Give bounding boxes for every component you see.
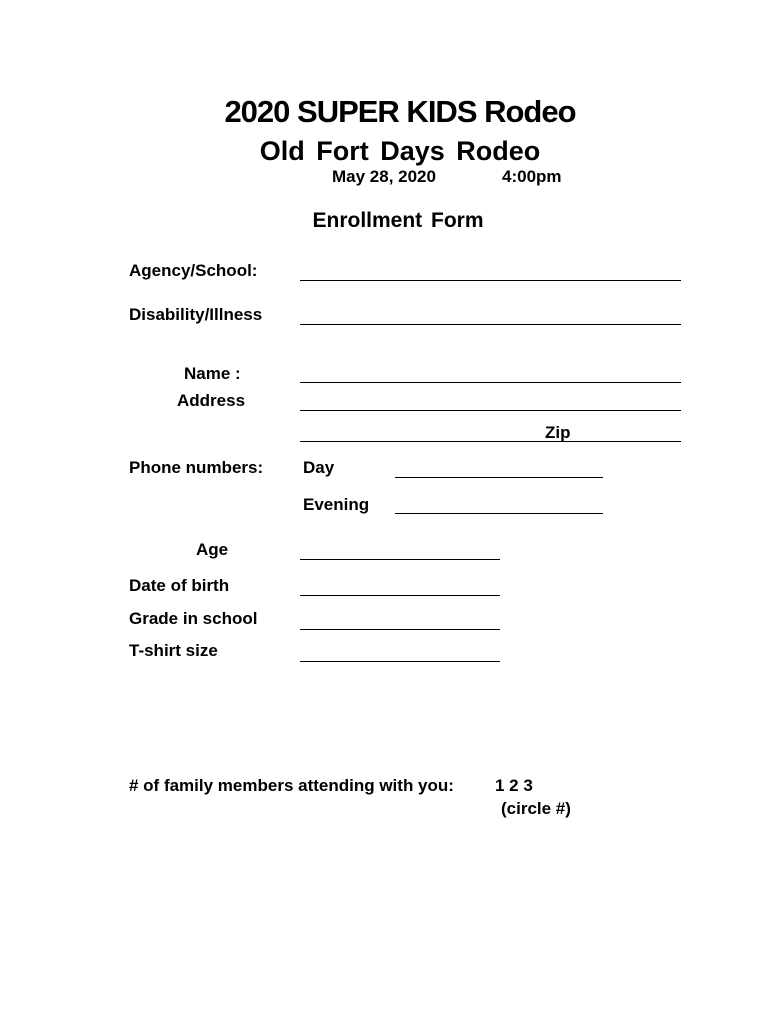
circle-note: (circle #) <box>501 799 571 818</box>
age-label: Age <box>196 540 229 559</box>
dob-label: Date of birth <box>129 576 230 595</box>
grade-label: Grade in school <box>129 609 258 628</box>
grade-line[interactable] <box>300 629 500 630</box>
dob-line[interactable] <box>300 595 500 596</box>
day-phone-line[interactable] <box>395 477 603 478</box>
evening-phone-line[interactable] <box>395 513 603 514</box>
name-line[interactable] <box>300 382 681 383</box>
event-time: 4:00pm <box>502 167 562 186</box>
address-line-1[interactable] <box>300 410 681 411</box>
event-name: Old Fort Days Rodeo <box>259 136 541 166</box>
family-members-question: # of family members attending with you: <box>129 776 454 795</box>
tshirt-line[interactable] <box>300 661 500 662</box>
phone-numbers-label: Phone numbers: <box>129 458 264 477</box>
name-label: Name : <box>184 364 241 383</box>
tshirt-label: T-shirt size <box>129 641 218 660</box>
family-members-options[interactable]: 1 2 3 <box>495 776 533 795</box>
address-label: Address <box>177 391 246 410</box>
agency-school-line[interactable] <box>300 280 681 281</box>
day-phone-label: Day <box>303 458 335 477</box>
address-line-2[interactable] <box>300 441 681 442</box>
zip-label: Zip <box>545 423 571 442</box>
disability-line[interactable] <box>300 324 681 325</box>
form-heading: 2020 SUPER KIDS Rodeo <box>224 94 576 129</box>
age-line[interactable] <box>300 559 500 560</box>
agency-school-label: Agency/School: <box>129 261 258 280</box>
enrollment-form-title: Enrollment Form <box>312 209 484 232</box>
disability-label: Disability/Illness <box>129 305 263 324</box>
evening-phone-label: Evening <box>303 495 370 514</box>
event-date: May 28, 2020 <box>332 167 436 186</box>
